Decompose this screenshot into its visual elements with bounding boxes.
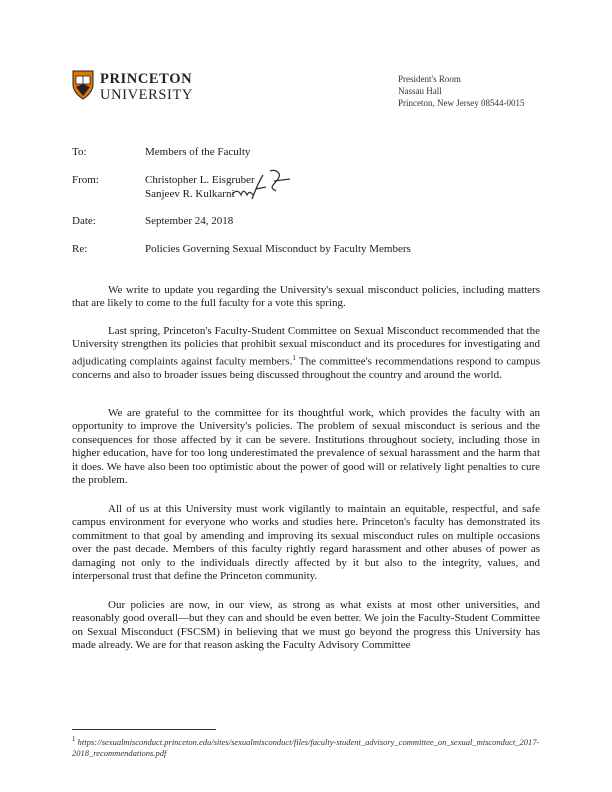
footnote-reference: 1	[292, 353, 296, 362]
re-label: Re:	[72, 243, 88, 255]
body-paragraph-4: All of us at this University must work vigilantly to maintain an equitable, respectful, and safe campus environment for everyone who works and studies here. Princeton's faculty has demonstrated its commitment to that goal by amending and improving its sexual misconduct rules on multiple occasions over the past decade. Members of this faculty rightly regard harassment and other abuses of power as damaging not only to the individuals directly affected by it but also to the integrity, values, and interpersonal trust that define the Princeton community.	[72, 503, 540, 583]
footnote	[72, 734, 552, 759]
to-label: To:	[72, 146, 87, 158]
footnote-link[interactable]: https://sexualmisconduct.princeton.edu/sites/sexualmisconduct/files/faculty-student_advisory_committee_on_sexual_misconduct_2017-2018_recommendations.pdf	[72, 736, 540, 758]
body-paragraph-1: We write to update you regarding the University's sexual misconduct policies, including matters that are likely to come to the full faculty for a vote this spring.	[72, 284, 540, 310]
re-value: Policies Governing Sexual Misconduct by Faculty Members	[145, 243, 411, 255]
footnote-marker: 1	[72, 735, 76, 743]
address-line: Nassau Hall	[398, 86, 442, 96]
address-line: President's Room	[398, 74, 461, 84]
address-line: Princeton, New Jersey 08544-0015	[398, 98, 525, 108]
to-value: Members of the Faculty	[145, 146, 251, 158]
date-value: September 24, 2018	[145, 215, 234, 227]
body-paragraph-2	[72, 325, 540, 382]
date-label: Date:	[72, 215, 96, 227]
from-label: From:	[72, 174, 99, 186]
handwritten-signature	[230, 165, 300, 201]
logo-name-line1: PRINCETON	[100, 71, 193, 87]
footnote-divider	[72, 729, 216, 730]
office-address	[398, 73, 524, 109]
paragraph-text: The committee's recommendations respond to campus concerns and also to broader issues being discussed throughout the country and around the world.	[72, 355, 540, 381]
from-value-1: Christopher L. Eisgruber	[145, 174, 255, 186]
paragraph-text: Last spring, Princeton's Faculty-Student Committee on Sexual Misconduct recommended that the University strengthen its policies that prohibit sexual misconduct and its procedures for investigating and adjudicating complaints against faculty members.	[72, 325, 540, 368]
from-value-2: Sanjeev R. Kulkarni	[145, 188, 235, 200]
shield-icon	[72, 70, 94, 100]
body-paragraph-3: We are grateful to the committee for its thoughtful work, which provides the faculty with an opportunity to improve the University's policies. The problem of sexual misconduct is serious and the consequences for those affected by it can be severe. Institutions throughout society, including those in higher education, have for too long underestimated the prevalence of sexual harassment and the harm that it does. We have also been too optimistic about the power of good will or relatively light penalties to cure the problem.	[72, 407, 540, 487]
logo-name-line2: UNIVERSITY	[100, 87, 193, 103]
body-paragraph-5: Our policies are now, in our view, as strong as what exists at most other universities, and reasonably good overall—but they can and should be even better. We join the Faculty-Student Committee on Sexual Misconduct (FSCSM) in believing that we must go beyond the progress this University has made already. We are for that reason asking the Faculty Advisory Committee	[72, 599, 540, 652]
university-logo	[72, 70, 192, 104]
